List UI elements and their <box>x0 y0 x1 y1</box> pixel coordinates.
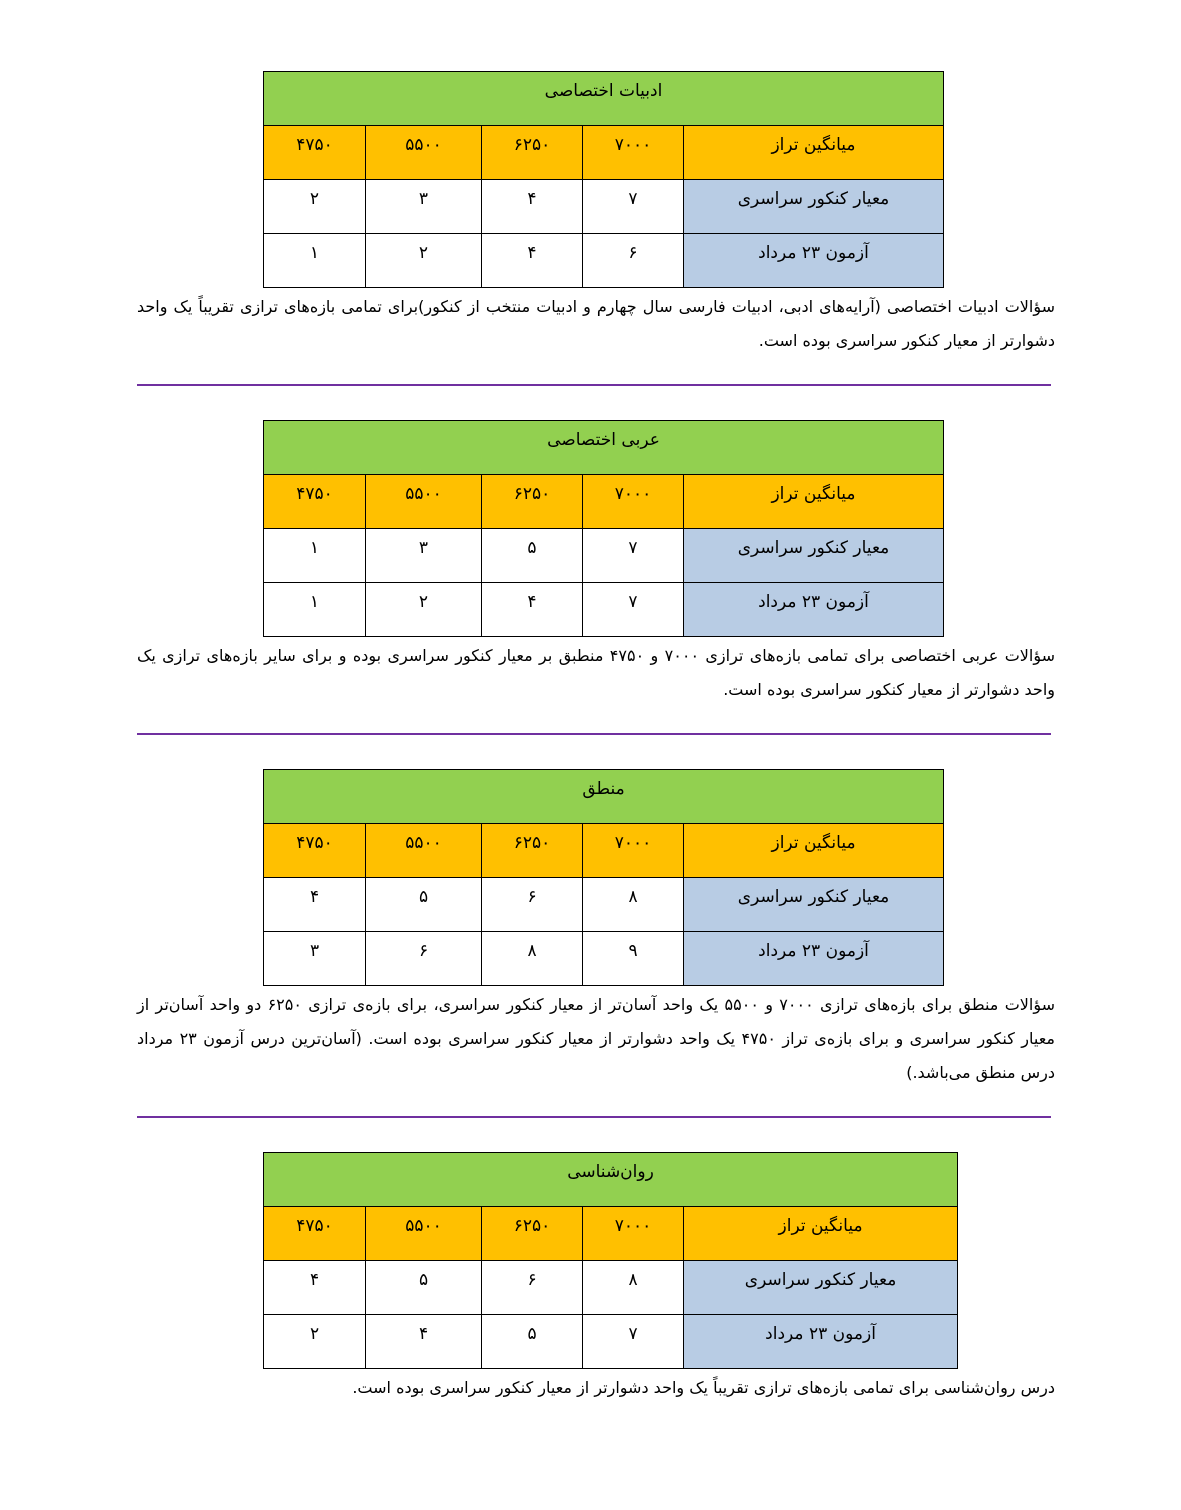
table-cell: ۴ <box>366 1315 482 1369</box>
table-cell: ۷ <box>583 583 684 637</box>
table-cell: ۲ <box>366 583 482 637</box>
header-cell: ۶۲۵۰ <box>482 126 583 180</box>
table-title: عربی اختصاصی <box>264 421 944 475</box>
table-cell: ۲ <box>264 1315 366 1369</box>
table-cell: ۵ <box>366 1261 482 1315</box>
table-cell: ۸ <box>482 932 583 986</box>
section-paragraph: سؤالات عربی اختصاصی برای تمامی بازه‌های ترازی ۷۰۰۰ و ۴۷۵۰ منطبق بر معیار کنکور سراسری بوده و برای سایر بازه‌های ترازی یک واحد دشوارتر از معیار کنکور سراسری بوده است. <box>137 646 1055 699</box>
row-label: معیار کنکور سراسری <box>684 1261 958 1315</box>
header-cell: ۶۲۵۰ <box>482 824 583 878</box>
table-title-row <box>264 72 944 126</box>
table-title: منطق <box>264 770 944 824</box>
table-cell: ۴ <box>482 583 583 637</box>
section-4 <box>0 1152 1181 1405</box>
header-cell: ۷۰۰۰ <box>583 824 684 878</box>
table-cell: ۹ <box>583 932 684 986</box>
section-2 <box>0 420 1181 735</box>
table-cell: ۳ <box>366 529 482 583</box>
table-cell: ۵ <box>482 529 583 583</box>
table-title-row <box>264 770 944 824</box>
header-cell: ۷۰۰۰ <box>583 126 684 180</box>
header-label: میانگین تراز <box>684 824 944 878</box>
table-title: ادبیات اختصاصی <box>264 72 944 126</box>
table-row <box>264 1315 958 1369</box>
table-cell: ۶ <box>482 1261 583 1315</box>
table-cell: ۶ <box>583 234 684 288</box>
table-cell: ۲ <box>264 180 366 234</box>
row-label: آزمون ۲۳ مرداد <box>684 583 944 637</box>
header-cell: ۵۵۰۰ <box>366 824 482 878</box>
header-label: میانگین تراز <box>684 126 944 180</box>
row-label: معیار کنکور سراسری <box>684 180 944 234</box>
header-label: میانگین تراز <box>684 475 944 529</box>
table-header-row <box>264 824 944 878</box>
table-cell: ۴ <box>264 878 366 932</box>
header-cell: ۵۵۰۰ <box>366 475 482 529</box>
header-cell: ۵۵۰۰ <box>366 1207 482 1261</box>
table-cell: ۳ <box>366 180 482 234</box>
section-paragraph: سؤالات منطق برای بازه‌های ترازی ۷۰۰۰ و ۵۵۰۰ یک واحد آسان‌تر از معیار کنکور سراسری، برای بازه‌ی ترازی ۶۲۵۰ دو واحد آسان‌تر از معیار کنکور سراسری و برای بازه‌ی تراز ۴۷۵۰ یک واحد دشوارتر از معیار کنکور سراسری بوده است. (آسان‌ترین درس آزمون ۲۳ مرداد درس منطق می‌باشد.) <box>137 995 1055 1082</box>
table-cell: ۶ <box>482 878 583 932</box>
table-cell: ۴ <box>264 1261 366 1315</box>
header-cell: ۶۲۵۰ <box>482 1207 583 1261</box>
row-label: آزمون ۲۳ مرداد <box>684 1315 958 1369</box>
section-1 <box>0 71 1181 386</box>
section-paragraph: سؤالات ادبیات اختصاصی (آرایه‌های ادبی، ادبیات فارسی سال چهارم و ادبیات منتخب از کنکور)برای تمامی بازه‌های ترازی تقریباً یک واحد دشوارتر از معیار کنکور سراسری بوده است. <box>137 297 1055 350</box>
score-table <box>263 71 944 288</box>
row-label: معیار کنکور سراسری <box>684 878 944 932</box>
table-title-row <box>264 421 944 475</box>
table-cell: ۷ <box>583 1315 684 1369</box>
table-header-row <box>264 126 944 180</box>
header-cell: ۴۷۵۰ <box>264 126 366 180</box>
table-cell: ۳ <box>264 932 366 986</box>
table-header-row <box>264 1207 958 1261</box>
row-label: آزمون ۲۳ مرداد <box>684 234 944 288</box>
table-cell: ۱ <box>264 234 366 288</box>
table-cell: ۵ <box>482 1315 583 1369</box>
table-header-row <box>264 475 944 529</box>
header-cell: ۶۲۵۰ <box>482 475 583 529</box>
table-cell: ۶ <box>366 932 482 986</box>
row-label: آزمون ۲۳ مرداد <box>684 932 944 986</box>
table-cell: ۷ <box>583 529 684 583</box>
header-cell: ۴۷۵۰ <box>264 1207 366 1261</box>
section-divider <box>137 733 1051 735</box>
header-cell: ۵۵۰۰ <box>366 126 482 180</box>
table-cell: ۴ <box>482 180 583 234</box>
table-cell: ۴ <box>482 234 583 288</box>
section-paragraph: درس روان‌شناسی برای تمامی بازه‌های ترازی تقریباً یک واحد دشوارتر از معیار کنکور سراسری بوده است. <box>352 1378 1055 1397</box>
table-cell: ۸ <box>583 878 684 932</box>
table-row <box>264 1261 958 1315</box>
row-label: معیار کنکور سراسری <box>684 529 944 583</box>
table-row <box>264 180 944 234</box>
table-cell: ۸ <box>583 1261 684 1315</box>
score-table <box>263 420 944 637</box>
table-title: روان‌شناسی <box>264 1153 958 1207</box>
table-cell: ۷ <box>583 180 684 234</box>
section-divider <box>137 384 1051 386</box>
section-3 <box>0 769 1181 1118</box>
header-cell: ۷۰۰۰ <box>583 1207 684 1261</box>
table-title-row <box>264 1153 958 1207</box>
header-label: میانگین تراز <box>684 1207 958 1261</box>
header-cell: ۷۰۰۰ <box>583 475 684 529</box>
table-row <box>264 529 944 583</box>
table-row <box>264 878 944 932</box>
header-cell: ۴۷۵۰ <box>264 475 366 529</box>
table-cell: ۱ <box>264 583 366 637</box>
section-divider <box>137 1116 1051 1118</box>
table-row <box>264 583 944 637</box>
table-cell: ۲ <box>366 234 482 288</box>
header-cell: ۴۷۵۰ <box>264 824 366 878</box>
table-cell: ۵ <box>366 878 482 932</box>
score-table <box>263 769 944 986</box>
table-row <box>264 932 944 986</box>
table-cell: ۱ <box>264 529 366 583</box>
score-table <box>263 1152 958 1369</box>
table-row <box>264 234 944 288</box>
